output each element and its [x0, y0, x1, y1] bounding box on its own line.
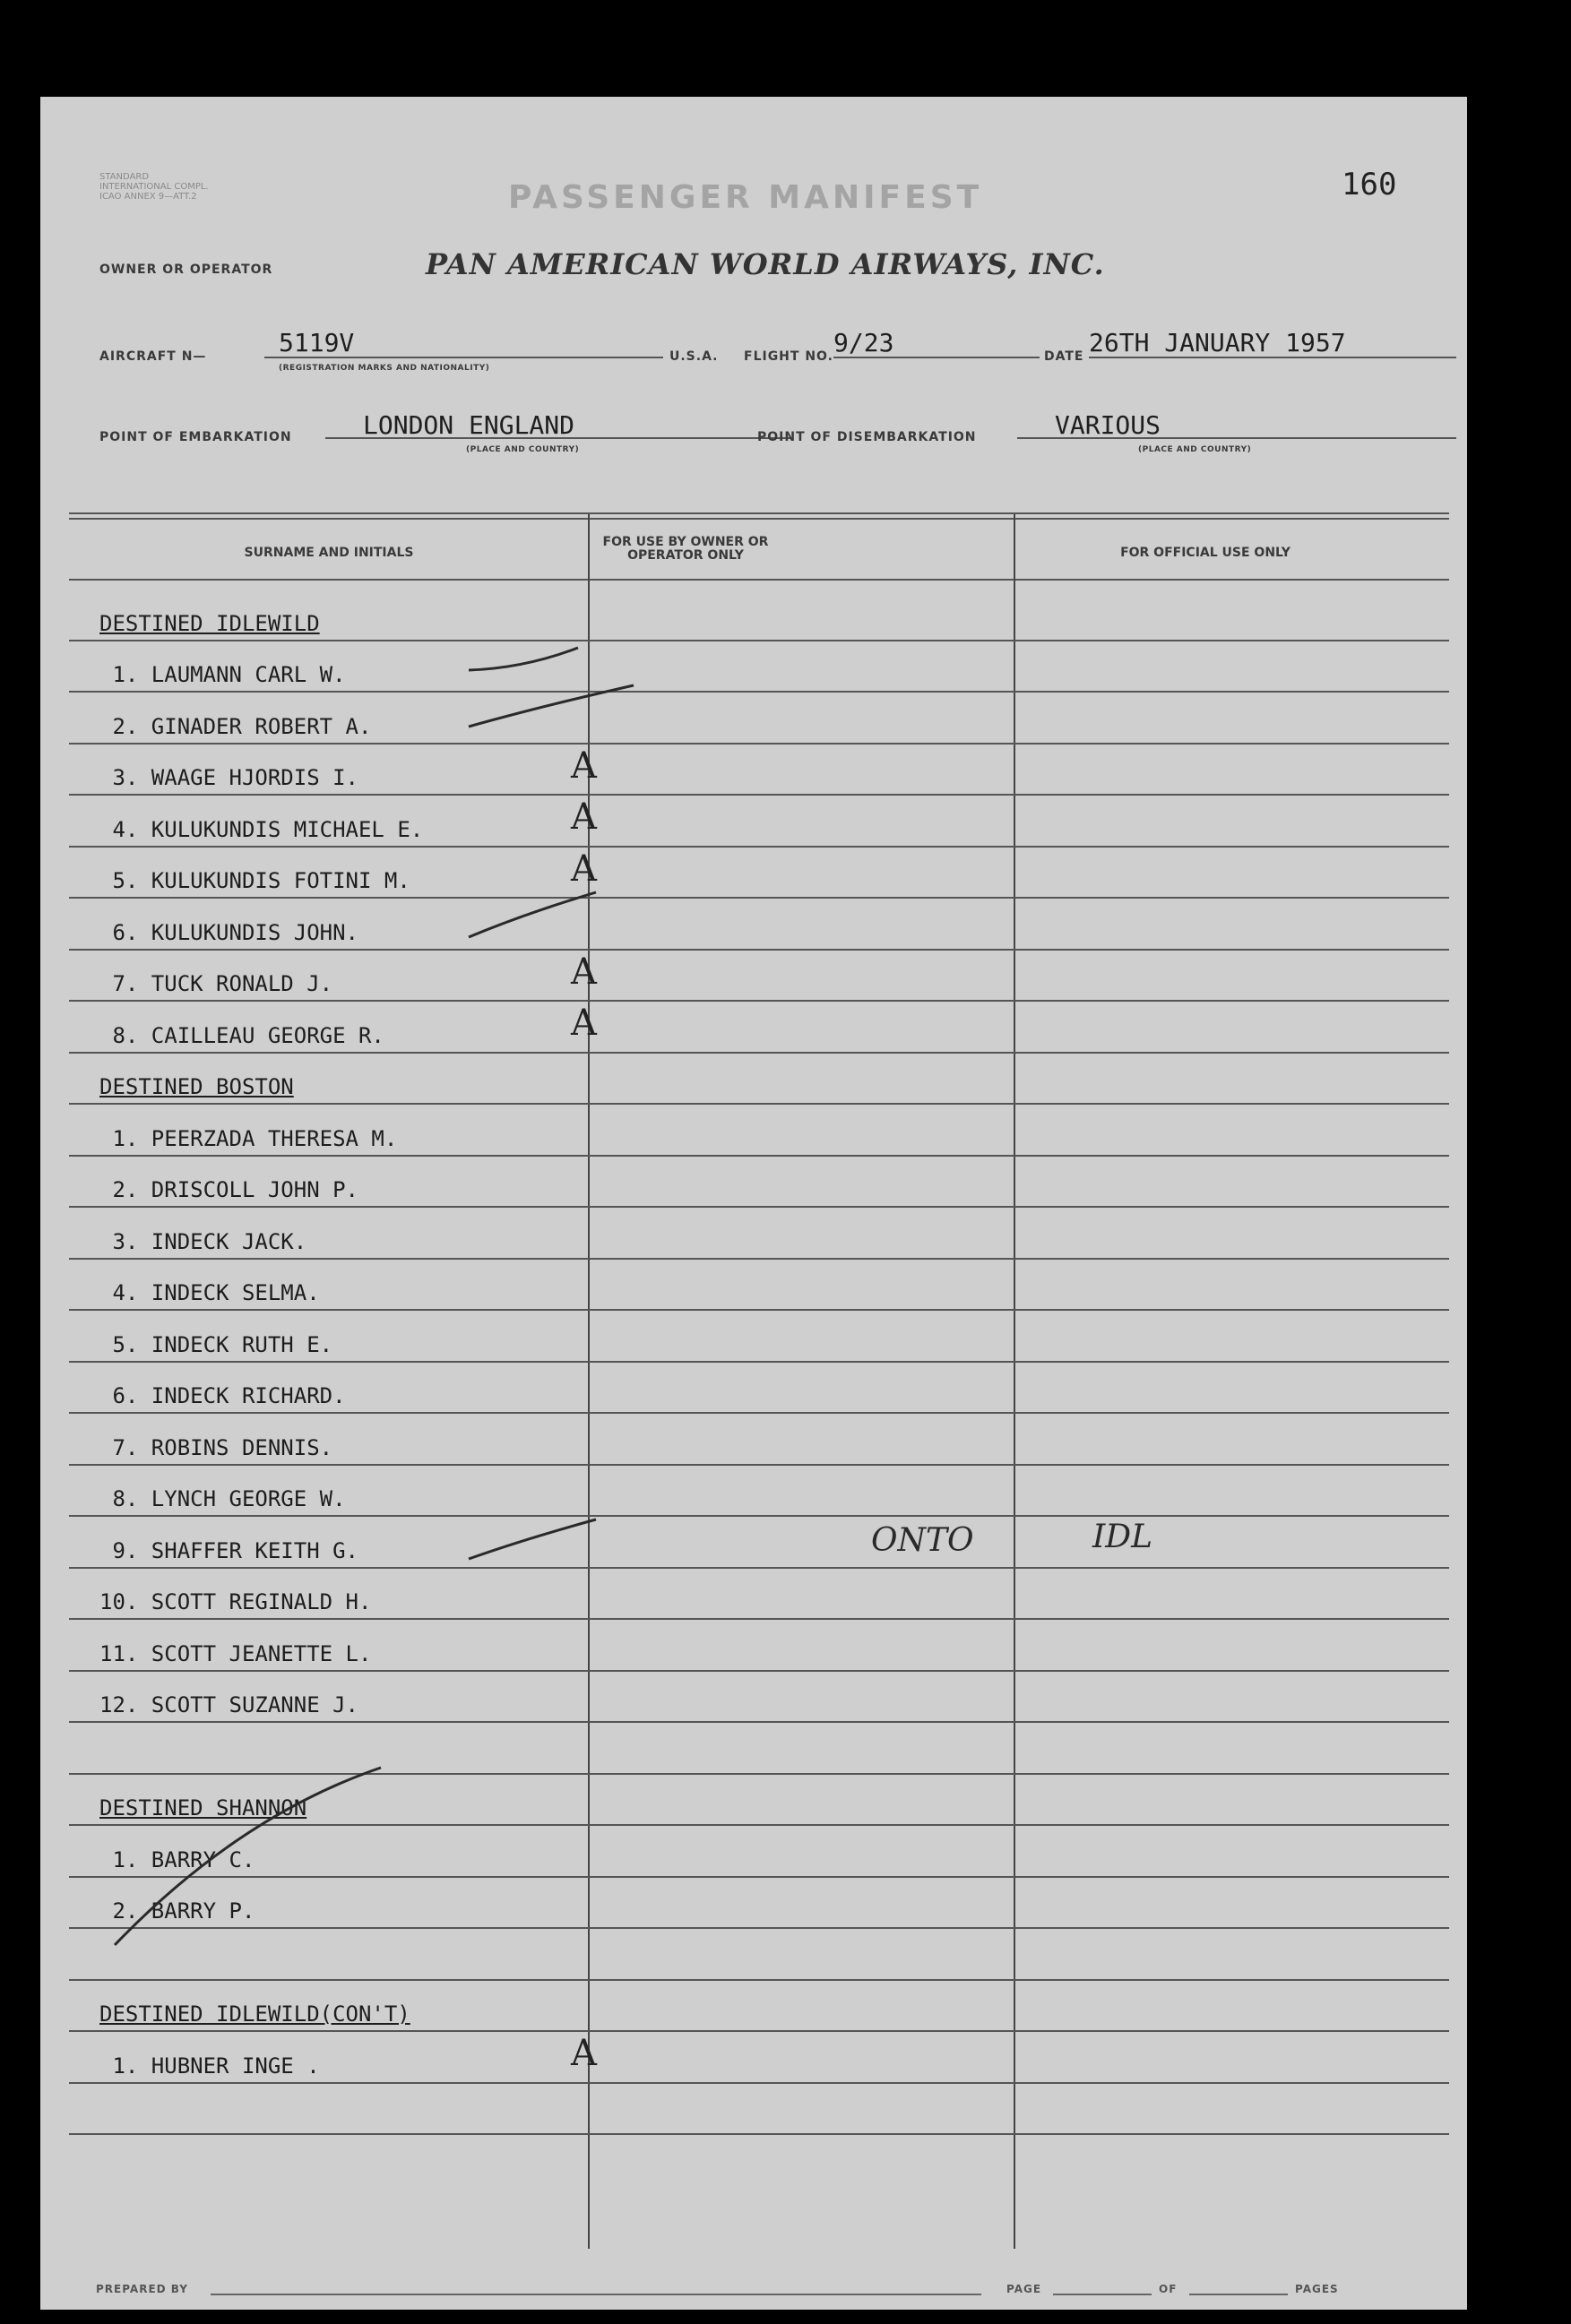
owner-note: ONTO [871, 1522, 974, 1559]
disembarkation-label: POINT OF DISEMBARKATION [757, 430, 977, 444]
flight-value: 9/23 [833, 328, 894, 357]
passenger-name: 4. KULUKUNDIS MICHAEL E. [99, 816, 424, 842]
column-header-official: FOR OFFICIAL USE ONLY [1120, 546, 1290, 560]
footer-prepared-label: PREPARED BY [96, 2283, 188, 2295]
passenger-name: 7. ROBINS DENNIS. [99, 1434, 333, 1460]
footer-page-line [1053, 2294, 1152, 2295]
page-number: 160 [1342, 167, 1397, 202]
passenger-name: 5. INDECK RUTH E. [99, 1331, 333, 1357]
standard-note-line: INTERNATIONAL COMPL. [99, 182, 209, 192]
passenger-name: 6. KULUKUNDIS JOHN. [99, 919, 358, 945]
section-heading: DESTINED SHANNON [99, 1795, 307, 1820]
place-note: (PLACE AND COUNTRY) [1138, 445, 1252, 454]
embarkation-label: POINT OF EMBARKATION [99, 430, 292, 444]
aircraft-value: 5119V [279, 328, 355, 357]
manifest-sheet [40, 97, 1467, 2310]
checkmark-a: A [571, 796, 597, 838]
aircraft-label: AIRCRAFT N— [99, 349, 207, 364]
passenger-name: 6. INDECK RICHARD. [99, 1383, 346, 1408]
nationality: U.S.A. [669, 349, 719, 364]
official-note: IDL [1092, 1519, 1152, 1555]
passenger-name: 8. LYNCH GEORGE W. [99, 1486, 346, 1511]
passenger-name: 1. PEERZADA THERESA M. [99, 1125, 398, 1151]
pen-strokes [40, 97, 1467, 2310]
passenger-name: 3. INDECK JACK. [99, 1228, 307, 1254]
passenger-name: 11. SCOTT JEANETTE L. [99, 1640, 372, 1666]
place-note: (PLACE AND COUNTRY) [466, 445, 580, 454]
date-label: DATE [1044, 349, 1084, 364]
owner-label: OWNER OR OPERATOR [99, 263, 273, 277]
passenger-name: 9. SHAFFER KEITH G. [99, 1537, 358, 1563]
checkmark-a: A [571, 848, 597, 890]
footer-page-label: PAGE [1006, 2283, 1042, 2295]
section-heading: DESTINED IDLEWILD [99, 610, 320, 636]
flight-label: FLIGHT NO. [744, 349, 833, 364]
passenger-name: 12. SCOTT SUZANNE J. [99, 1692, 358, 1717]
embarkation-value: LONDON ENGLAND [363, 410, 575, 440]
passenger-name: 10. SCOTT REGINALD H. [99, 1589, 372, 1614]
section-heading: DESTINED IDLEWILD(CON'T) [99, 2001, 410, 2027]
checkmark-a: A [571, 951, 597, 993]
footer-of-line [1189, 2294, 1288, 2295]
passenger-name: 2. DRISCOLL JOHN P. [99, 1177, 358, 1202]
standard-note-line: ICAO ANNEX 9—ATT.2 [99, 192, 197, 202]
checkmark-a: A [571, 2033, 597, 2074]
footer-prepared-line [211, 2294, 981, 2295]
passenger-name: 3. WAAGE HJORDIS I. [99, 765, 358, 790]
checkmark-a: A [571, 1003, 597, 1044]
passenger-name: 1. HUBNER INGE . [99, 2053, 320, 2079]
registration-note: (REGISTRATION MARKS AND NATIONALITY) [279, 364, 490, 373]
airline-name: PAN AMERICAN WORLD AIRWAYS, INC. [426, 247, 1105, 281]
passenger-name: 1. LAUMANN CARL W. [99, 662, 346, 687]
passenger-name: 5. KULUKUNDIS FOTINI M. [99, 868, 410, 893]
column-header-names: SURNAME AND INITIALS [244, 546, 414, 560]
passenger-name: 7. TUCK RONALD J. [99, 971, 333, 996]
form-title: PASSENGER MANIFEST [508, 179, 983, 216]
disembarkation-value: VARIOUS [1055, 410, 1161, 440]
footer-pages-label: PAGES [1295, 2283, 1339, 2295]
checkmark-a: A [571, 745, 597, 787]
passenger-name: 2. GINADER ROBERT A. [99, 713, 372, 739]
passenger-name: 4. INDECK SELMA. [99, 1280, 320, 1305]
passenger-name: 8. CAILLEAU GEORGE R. [99, 1022, 384, 1048]
date-value: 26TH JANUARY 1957 [1089, 328, 1346, 357]
section-heading: DESTINED BOSTON [99, 1074, 294, 1099]
column-header-owner: FOR USE BY OWNER OR OPERATOR ONLY [602, 535, 769, 563]
passenger-name: 2. BARRY P. [99, 1898, 255, 1924]
passenger-name: 1. BARRY C. [99, 1846, 255, 1872]
standard-note-line: STANDARD [99, 172, 150, 182]
footer-of-label: OF [1159, 2283, 1178, 2295]
